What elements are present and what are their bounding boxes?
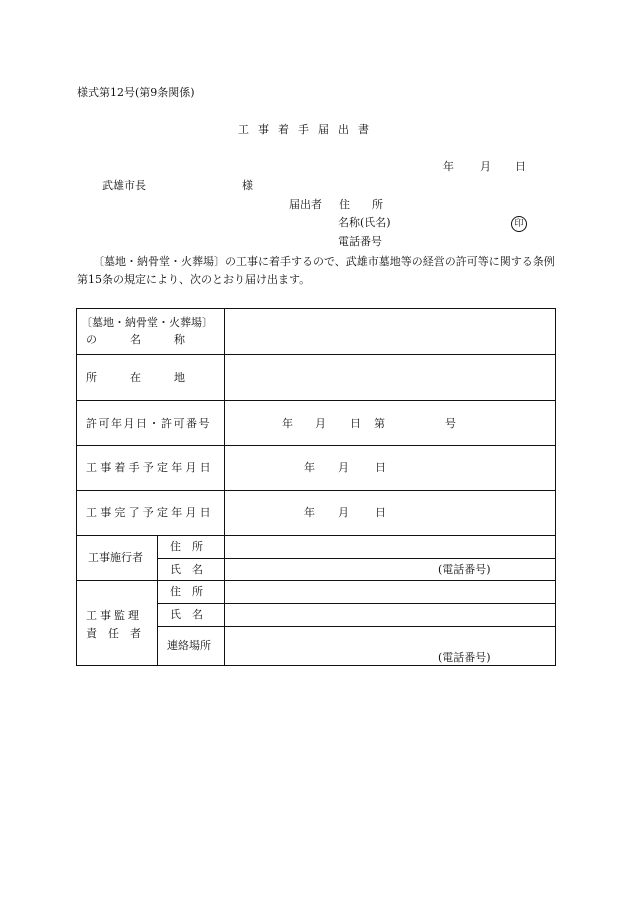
start-day: 日 [375, 461, 386, 474]
permit-month: 月 [315, 417, 326, 430]
supervisor-name-label: 氏 名 [170, 608, 203, 621]
row-line [76, 400, 556, 401]
applicant-label: 届出者 [289, 198, 322, 211]
start-month: 月 [338, 461, 349, 474]
addressee-honorific: 様 [242, 179, 253, 192]
contractor-name-label: 氏 名 [170, 563, 203, 576]
contractor-address-label: 住 所 [170, 540, 203, 553]
supervisor-address-label: 住 所 [170, 585, 203, 598]
end-year: 年 [304, 506, 315, 519]
facility-name-label-1: 〔墓地・納骨堂・火葬場〕 [81, 316, 213, 329]
row-line [76, 354, 556, 355]
location-field[interactable] [226, 356, 554, 399]
row-line [76, 445, 556, 446]
date-year: 年 [443, 160, 454, 173]
seal-mark: 印 [511, 216, 527, 232]
end-month: 月 [338, 506, 349, 519]
row-line [157, 603, 556, 604]
applicant-name-label: 名称(氏名) [338, 216, 391, 229]
permit-day: 日 [350, 417, 361, 430]
end-day: 日 [375, 506, 386, 519]
row-line [76, 580, 556, 581]
permit-number-suffix: 号 [445, 417, 456, 430]
table-border-right [555, 308, 556, 666]
applicant-address-label: 住 所 [339, 198, 383, 211]
page-title: 工事着手届出書 [238, 123, 378, 136]
permit-number-prefix: 第 [374, 417, 385, 430]
form-number: 様式第12号(第9条関係) [77, 86, 195, 99]
supervisor-label-2: 責任者 [86, 627, 152, 640]
facility-name-label-2: の 名 称 [86, 333, 185, 346]
row-line [76, 490, 556, 491]
table-divider-main [224, 308, 225, 666]
location-label: 所 在 地 [86, 371, 185, 384]
row-line [76, 535, 556, 536]
table-border-top [76, 308, 556, 309]
facility-name-field[interactable] [226, 310, 554, 353]
date-day: 日 [515, 160, 526, 173]
end-date-label: 工事完了予定年月日 [86, 506, 214, 519]
body-paragraph: 〔墓地・納骨堂・火葬場〕の工事に着手するので、武雄市墓地等の経営の許可等に関する条例第15条の規定により、次のとおり届け出ます。 [77, 255, 555, 286]
row-line [157, 558, 556, 559]
table-border-left [76, 308, 77, 666]
supervisor-contact-label: 連絡場所 [167, 639, 211, 652]
applicant-phone-label: 電話番号 [338, 235, 382, 248]
addressee-name: 武雄市長 [102, 179, 146, 192]
permit-label: 許可年月日・許可番号 [86, 417, 211, 430]
supervisor-phone: (電話番号) [438, 651, 491, 664]
contractor-label: 工事施行者 [88, 551, 143, 564]
supervisor-label-1: 工事監理 [86, 609, 142, 622]
row-line [157, 626, 556, 627]
start-year: 年 [304, 461, 315, 474]
table-divider-sub [157, 535, 158, 666]
date-month: 月 [480, 160, 491, 173]
start-date-label: 工事着手予定年月日 [86, 461, 214, 474]
contractor-phone: (電話番号) [438, 563, 491, 576]
permit-year: 年 [282, 417, 293, 430]
table-border-bottom [76, 665, 556, 666]
